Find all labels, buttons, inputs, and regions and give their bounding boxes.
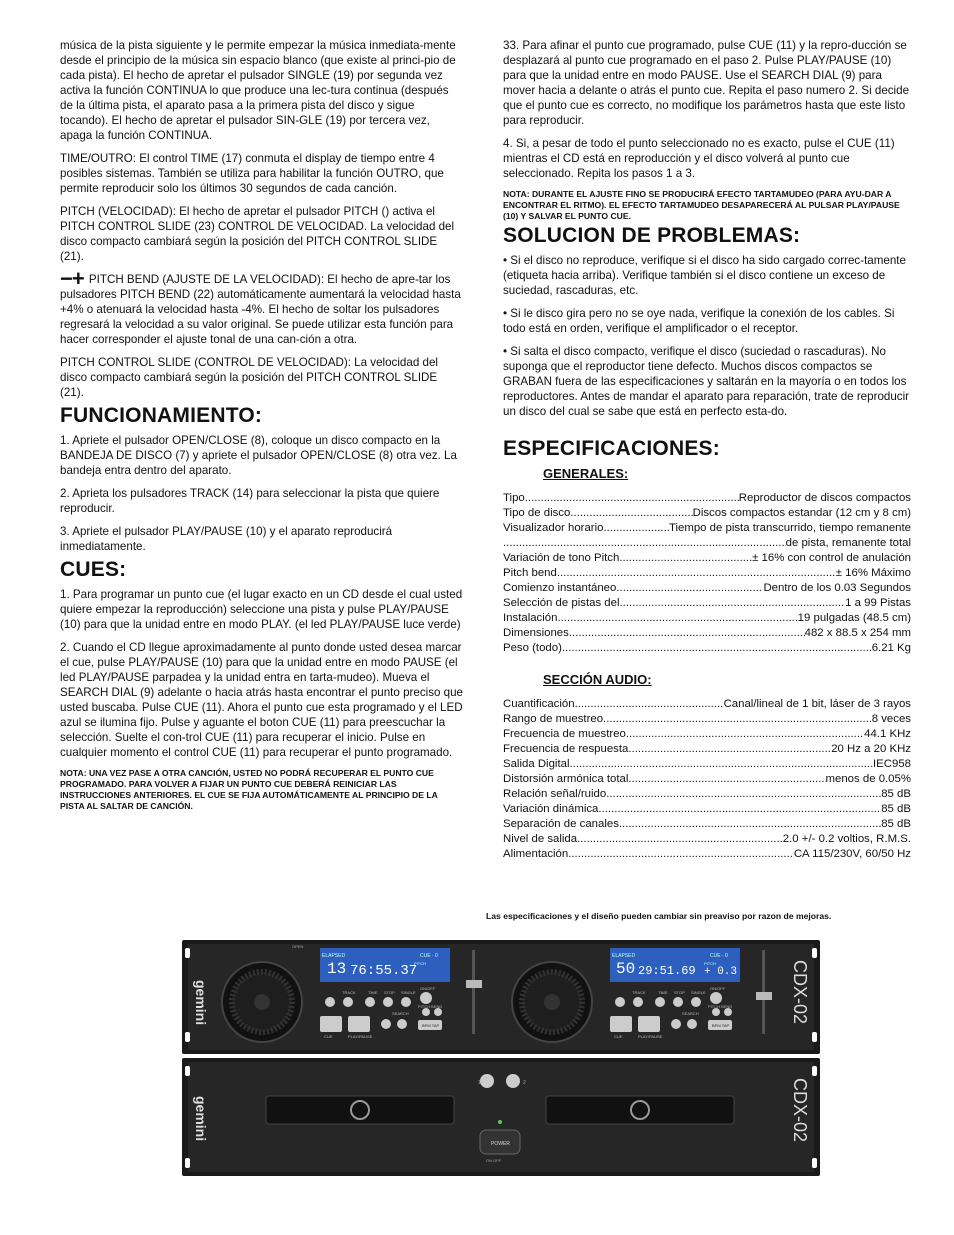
cue-step-4: 4. Si, a pesar de todo el punto seleccionado no es exacto, pulse el CUE (11) mientras el CD está en reproducción y el disco volverá al punto cue seleccionado. Repita los pasos 1 a 3.	[503, 137, 895, 180]
spec-row: Frecuencia de muestreo ..... 44.1 KHz	[503, 727, 911, 742]
svg-text:STOP: STOP	[384, 990, 395, 995]
svg-text:TIME: TIME	[658, 990, 668, 995]
paragraph-pitch: PITCH (VELOCIDAD): El hecho de apretar el pulsador PITCH () activa el PITCH CONTROL SLIDE (23) CONTROL DE VELOCIDAD. La velocidad del disco compacto cambiará según la posición del PITCH CONTROL SLIDE (21).	[60, 205, 455, 263]
svg-text:CUE: CUE	[324, 1034, 333, 1039]
cue-step-1: 1. Para programar un punto cue (el lugar exacto en un CD desde el cual usted quiere empezar la reproducción) seleccione una pista y pulse PLAY/PAUSE (10) para que la unidad entre en modo PLAY. (el led PLAY/PAUSE luce verde)	[60, 588, 463, 631]
brand-logo-bottom: gemini	[193, 1096, 209, 1142]
svg-text:PLAY/PAUSE: PLAY/PAUSE	[638, 1034, 663, 1039]
spec-list-audio	[503, 697, 911, 862]
svg-text:TRACK: TRACK	[632, 990, 646, 995]
svg-text:OPEN: OPEN	[292, 944, 304, 949]
right-column	[503, 38, 911, 862]
troubleshoot-3: • Si salta el disco compacto, verifique el disco (suciedad o rascaduras). No suponga que el reproductor tiene defecto. Muchos discos compactos se GRABAN fuera de las especificaciones y saltarán en la mayoría o en todos los reproductores. Antes de mandar el aparato para reparación, trate de reproducir un disco del cual se sabe que está en perfecto esta-do.	[503, 345, 910, 418]
heading-seccion-audio: SECCIÓN AUDIO:	[543, 672, 652, 687]
paragraph-pitch-control-slide: PITCH CONTROL SLIDE (CONTROL DE VELOCIDAD): La velocidad del disco compacto cambiará según la posición del PITCH CONTROL SLIDE (21).	[60, 356, 438, 399]
svg-text:ON/OFF: ON/OFF	[710, 986, 726, 991]
heading-generales: GENERALES:	[543, 466, 629, 481]
svg-text:SEARCH: SEARCH	[392, 1011, 409, 1016]
step-play-pause: 3. Apriete el pulsador PLAY/PAUSE (10) y el aparato reproducirá inmediatamente.	[60, 525, 393, 553]
svg-text:ON OFF: ON OFF	[486, 1158, 502, 1163]
step-open-close: 1. Apriete el pulsador OPEN/CLOSE (8), coloque un disco compacto en la BANDEJA DE DISCO (7) y apriete el pulsador OPEN/CLOSE (8) otra vez. La bandeja entra dentro del aparato.	[60, 434, 457, 477]
spec-row: Alimentación ..... CA 115/230V, 60/50 Hz	[503, 847, 911, 862]
svg-text:ON/OFF: ON/OFF	[420, 986, 436, 991]
svg-text:PITCH: PITCH	[704, 961, 716, 966]
spec-row: Separación de canales ..... 85 dB	[503, 817, 911, 832]
spec-row: ..... de pista, remanente total	[503, 536, 911, 551]
display-left-track: 13	[327, 960, 347, 978]
svg-text:PITCH BEND: PITCH BEND	[418, 1004, 443, 1009]
model-logo-bottom: CDX-02	[790, 1078, 810, 1143]
cue-step-3: 33. Para afinar el punto cue programado, pulse CUE (11) y la repro-ducción se desplazará al punto cue programado en el paso 2. Pulse PLAY/PAUSE (10) para que la unidad entre en modo PAUSE. Use el SEARCH DIAL (9) para mover hacia a delante o atrás el punto cue. Repita el paso numero 2. Si decide que el punto cue es correcto, no modifique los parámetros hasta que este listo para reproducir.	[503, 39, 910, 127]
svg-text:BPM TAP: BPM TAP	[422, 1023, 440, 1028]
svg-text:CUE · 0: CUE · 0	[710, 953, 728, 959]
cue-note: NOTA: UNA VEZ PASE A OTRA CANCIÓN, USTED NO PODRÁ RECUPERAR EL PUNTO CUE PROGRAMADO. PARA VOLVER A FIJAR UN PUNTO CUE DEBERÁ REINICIAR LAS INSTRUCCIONES ANTERIORES. EL CUE SE FIJA AUTOMÁTICAMENTE AL PRINCIPIO DE LA PISTA AL SALTAR DE CANCIÓN.	[60, 768, 438, 811]
pitch-bend-icon: −+	[60, 266, 84, 291]
spec-row: Rango de muestreo ..... 8 veces	[503, 712, 911, 727]
troubleshoot-2: • Si le disco gira pero no se oye nada, verifique la conexión de los cables. Si todo está en orden, verifique el amplificador o el receptor.	[503, 307, 895, 335]
paragraph-single: música de la pista siguiente y le permite empezar la música inmediata-mente desde el principio de la música sin espacio blanco (que existe al princi-pio de cada pista). El hecho de apretar el pulsador SINGLE (19) por segunda vez activa la función CONTINUA lo que produce una lec-tura continua (después de la última pista, el aparato pasa a la primera pista del disco y sigue tocando). El hecho de apretar el pulsador SIN-GLE (19) por tercera vez, apaga la función CONTINUA.	[60, 39, 456, 142]
spec-row: Variación dinámica ..... 85 dB	[503, 802, 911, 817]
svg-text:CUE · 0: CUE · 0	[420, 953, 438, 959]
svg-text:SEARCH: SEARCH	[682, 1011, 699, 1016]
heading-solucion-problemas: SOLUCION DE PROBLEMAS:	[503, 224, 801, 247]
eject-button-2	[506, 1074, 520, 1088]
spec-row: Visualizador horario ..... Tiempo de pista transcurrido, tiempo remanente	[503, 521, 911, 536]
pitch-slider-left	[472, 950, 475, 1034]
svg-text:SINGLE: SINGLE	[691, 990, 706, 995]
svg-text:TIME: TIME	[368, 990, 378, 995]
brand-logo-left: gemini	[193, 980, 209, 1026]
troubleshoot-1: • Si el disco no reproduce, verifique si el disco ha sido cargado correc-tamente (etiqueta hacia arriba). Verifique también si el disco contiene un exceso de suciedad, rascaduras, etc.	[503, 254, 906, 297]
paragraph-pitch-bend: −+ PITCH BEND (AJUSTE DE LA VELOCIDAD): El hecho de apre-tar los pulsadores PITCH BEND (22) automáticamente aumentará la velocidad hasta +4% o atenuará la velocidad hasta -4%. El hecho de soltar los pulsadores regresará la velocidad a su valor original. Se puede utilizar esta función para hacer corresponder el ajuste tonal de una can-ción a otra.	[60, 266, 461, 346]
spec-row: Frecuencia de respuesta ..... 20 Hz a 20 KHz	[503, 742, 911, 757]
spec-row: Relación señal/ruido ..... 85 dB	[503, 787, 911, 802]
spec-row: Dimensiones ..... 482 x 88.5 x 254 mm	[503, 626, 911, 641]
svg-text:POWER: POWER	[491, 1141, 510, 1147]
display-right-pitch: + 0.3	[704, 966, 738, 978]
step-track: 2. Aprieta los pulsadores TRACK (14) para seleccionar la pista que quiere reproducir.	[60, 487, 440, 515]
svg-text:TRACK: TRACK	[342, 990, 356, 995]
display-right-track: 50	[616, 960, 636, 978]
svg-text:BPM TAP: BPM TAP	[712, 1023, 730, 1028]
paragraph-time-outro: TIME/OUTRO: El control TIME (17) conmuta el display de tiempo entre 4 posibles sistemas. También se utiliza para habilitar la función OUTRO, que permite reproducir solo los últimos 30 segundos de cada canción.	[60, 152, 444, 195]
spec-row: Distorsión armónica total ..... menos de 0.05%	[503, 772, 911, 787]
spec-row: Instalación ..... 19 pulgadas (48.5 cm)	[503, 611, 911, 626]
svg-text:PITCH BEND: PITCH BEND	[708, 1004, 733, 1009]
spec-row: Nivel de salida ..... 2.0 +/- 0.2 voltios, R.M.S.	[503, 832, 911, 847]
svg-text:1: 1	[478, 1080, 481, 1086]
display-left-time: 76:55.37	[350, 963, 418, 979]
spec-row: Tipo de disco ..... Discos compactos estandar (12 cm y 8 cm)	[503, 506, 911, 521]
svg-text:ELAPSED: ELAPSED	[612, 953, 636, 959]
svg-text:2: 2	[523, 1080, 526, 1086]
spec-row: Variación de tono Pitch ..... ± 16% con control de anulación	[503, 551, 911, 566]
heading-especificaciones: ESPECIFICACIONES:	[503, 437, 720, 460]
svg-text:SINGLE: SINGLE	[401, 990, 416, 995]
svg-text:STOP: STOP	[674, 990, 685, 995]
spec-row: Peso (todo) ..... 6.21 Kg	[503, 641, 911, 656]
heading-cues: CUES:	[60, 558, 127, 581]
spec-list-generales	[503, 491, 911, 656]
svg-text:PLAY/PAUSE: PLAY/PAUSE	[348, 1034, 373, 1039]
model-logo-top: CDX-02	[790, 960, 810, 1025]
spec-row: Selección de pistas del ..... 1 a 99 Pistas	[503, 596, 911, 611]
spec-row: Tipo ..... Reproductor de discos compactos	[503, 491, 911, 506]
eject-button-1	[480, 1074, 494, 1088]
spec-disclaimer: Las especificaciones y el diseño pueden cambiar sin preaviso por razon de mejoras.	[486, 911, 832, 921]
spec-row: Cuantificación ..... Canal/lineal de 1 bit, láser de 3 rayos	[503, 697, 911, 712]
cue-step-2: 2. Cuando el CD llegue aproximadamente al punto donde usted desea marcar el cue, pulse PLAY/PAUSE (10) para que la unidad entre en modo PAUSE (el led PLAY/PAUSE parpadea y la unidad entra en tarta-mudeo). Mueva el SEARCH DIAL (9) adelante o hacia atrás hasta encontrar el punto preciso que usted buscaba. Pulse CUE (11). Ahora el punto cue esta programado y el LED azul se ilumina fijo. Pulse y aguante el boton CUE (11) para preescuchar la selección. Suelte el con-trol CUE (11) para recuperar el inicio. Pulse en cualquier momento el control CUE (11) para recuperar el punto programado.	[60, 641, 464, 759]
svg-text:PITCH: PITCH	[414, 961, 426, 966]
display-right-time: 29:51.69	[638, 964, 696, 978]
spec-row: Salida Digital ..... IEC958	[503, 757, 911, 772]
svg-text:CUE: CUE	[614, 1034, 623, 1039]
cdx-02-device-illustration	[182, 940, 820, 1176]
heading-funcionamiento: FUNCIONAMIENTO:	[60, 404, 263, 427]
fine-adjust-note: NOTA: DURANTE EL AJUSTE FINO SE PRODUCIRÁ EFECTO TARTAMUDEO (PARA AYU-DAR A ENCONTRAR EL RITMO). EL EFECTO TARTAMUDEO DESAPARECERÁ AL PULSAR PLAY/PAUSE (10) Y SALVAR EL PUNTO CUE.	[503, 189, 900, 221]
svg-text:ELAPSED: ELAPSED	[322, 953, 346, 959]
spec-row: Comienzo instantáneo ..... Dentro de los 0.03 Segundos	[503, 581, 911, 596]
spec-row: Pitch bend ..... ± 16% Máximo	[503, 566, 911, 581]
left-column	[60, 38, 464, 818]
